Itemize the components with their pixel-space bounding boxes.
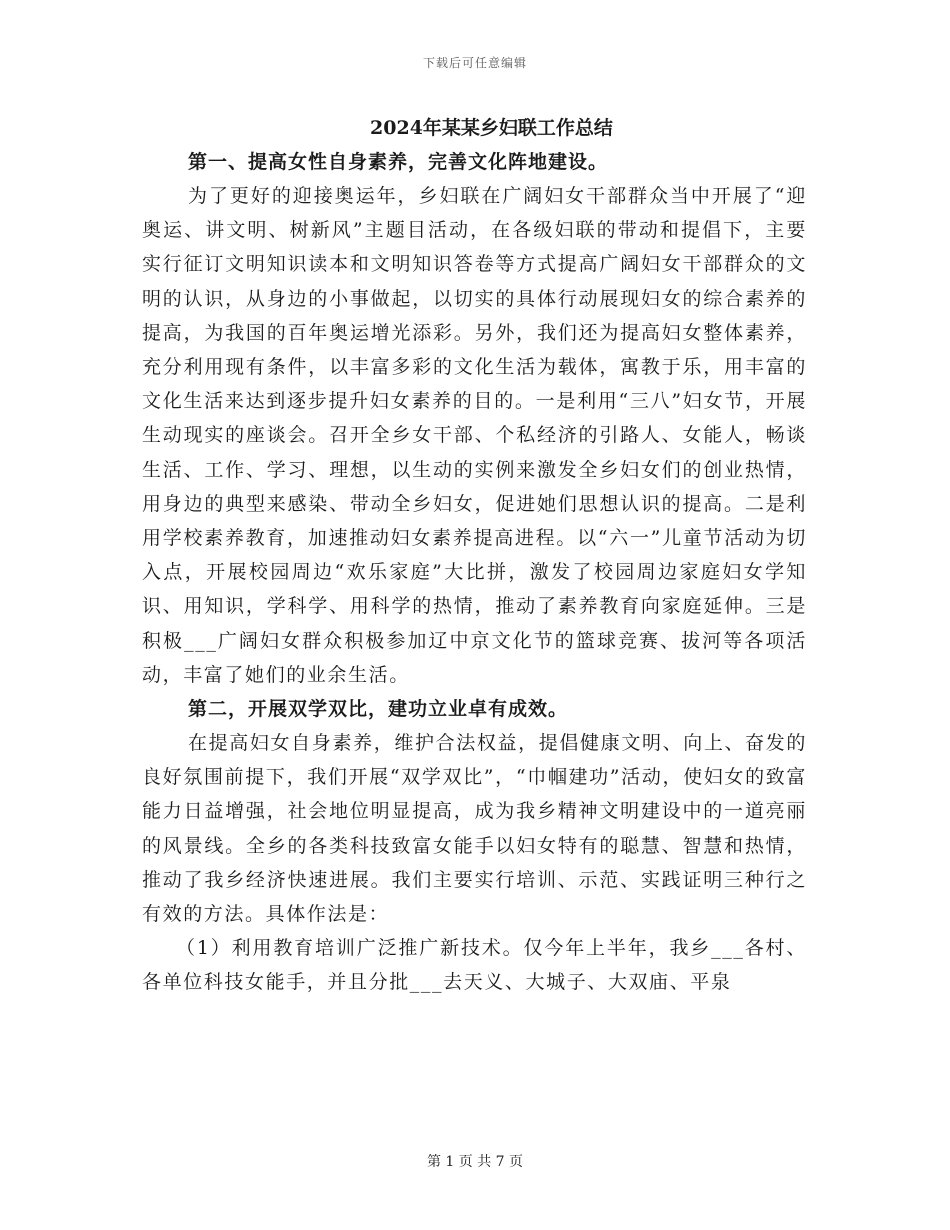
- section-1-paragraph: 为了更好的迎接奥运年，乡妇联在广阔妇女干部群众当中开展了“迎奥运、讲文明、树新风”主题目活动，在各级妇联的带动和提倡下，主要实行征订文明知识读本和文明知识答卷等方式提高广阔妇女干部群众的文明的认识，从身边的小事做起，以切实的具体行动展现妇女的综合素养的提高，为我国的百年奥运增光添彩。另外，我们还为提高妇女整体素养，充分利用现有条件，以丰富多彩的文化生活为载体，寓教于乐，用丰富的文化生活来达到逐步提升妇女素养的目的。一是利用“三八”妇女节，开展生动现实的座谈会。召开全乡女干部、个私经济的引路人、女能人，畅谈生活、工作、学习、理想，以生动的实例来激发全乡妇女们的创业热情，用身边的典型来感染、带动全乡妇女，促进她们思想认识的提高。二是利用学校素养教育，加速推动妇女素养提高进程。以“六一”儿童节活动为切入点，开展校园周边“欢乐家庭”大比拼，激发了校园周边家庭妇女学知识、用知识，学科学、用科学的热情，推动了素养教育向家庭延伸。三是积极___广阔妇女群众积极参加辽中京文化节的篮球竞赛、拔河等各项活动，丰富了她们的业余生活。: [142, 185, 807, 686]
- page-number: 第 1 页 共 7 页: [426, 1154, 524, 1170]
- section-heading-2: 第二，开展双学双比，建功立业卓有成效。: [188, 698, 569, 721]
- section-heading-1: 第一、提高女性自身素养，完善文化阵地建设。: [188, 151, 609, 173]
- document-title: 2024年某某乡妇联工作总结: [370, 117, 613, 139]
- document-body: [142, 111, 807, 1000]
- section-2-paragraph: 在提高妇女自身素养，维护合法权益，提倡健康文明、向上、奋发的良好氛围前提下，我们开展“双学双比”，“巾帼建功”活动，使妇女的致富能力日益增强，社会地位明显提高，成为我乡精神文明建设中的一道亮丽的风景线。全乡的各类科技致富女能手以妇女特有的聪慧、智慧和热情，推动了我乡经济快速进展。我们主要实行培训、示范、实践证明三种行之有效的方法。具体作法是：: [142, 732, 807, 926]
- header-note: 下载后可任意编辑: [422, 56, 527, 70]
- list-item: （1）利用教育培训广泛推广新技术。仅今年上半年，我乡___各村、各单位科技女能手，并且分批___去天义、大城子、大双庙、平泉: [142, 937, 807, 994]
